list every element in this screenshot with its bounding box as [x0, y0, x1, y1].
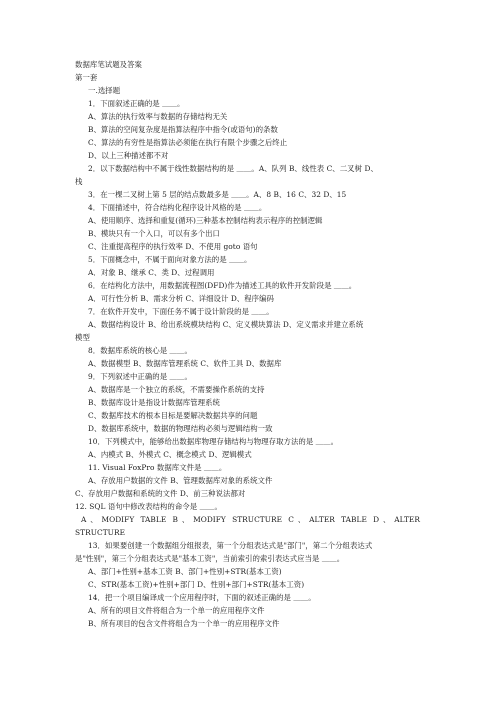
q9-option-a: A、数据库是一个独立的系统，不需要操作系统的支持 — [88, 385, 265, 394]
q7-continued: 模型 — [75, 333, 90, 342]
q11-options-cd: C、存放用户数据和系统的文件 D、前三种说法都对 — [75, 489, 246, 498]
q2-continued: 栈 — [75, 177, 83, 186]
q11: 11. Visual FoxPro 数据库文件是 ＿＿。 — [88, 463, 227, 472]
q4-option-a: A、使用顺序、选择和重复(循环)三种基本控制结构表示程序的控制逻辑 — [88, 216, 323, 225]
q9-option-b: B、数据库设计是指设计数据库管理系统 — [88, 398, 220, 407]
q1-option-c: C、算法的有穷性是指算法必须能在执行有限个步骤之后终止 — [88, 138, 288, 147]
q7-options: A、数据结构设计 B、给出系统模块结构 C、定义模块算法 D、定义需求并建立系统 — [88, 320, 364, 329]
q13-continued: 是"性别"，第三个分组表达式是"基本工资"，当前索引的索引表达式应当是 ＿＿。 — [75, 554, 345, 563]
q12-options: A、MODIFY TABLE B、MODIFY STRUCTURE C、ALTER TABLE D、ALTER — [81, 515, 420, 524]
q3: 3．在一棵二叉树上第 5 层的结点数最多是 ＿＿。A、8 B、16 C、32 D、15 — [88, 190, 347, 199]
q6: 6．在结构化方法中，用数据流程图(DFD)作为描述工具的软件开发阶段是 ＿＿。 — [88, 281, 357, 290]
q11-options-ab: A、存放用户数据的文件 B、管理数据库对象的系统文件 — [88, 476, 273, 485]
q5: 5．下面概念中，不属于面向对象方法的是 ＿＿。 — [88, 255, 252, 264]
section-heading: 一.选择题 — [88, 86, 121, 95]
q9-option-d: D、数据库系统中，数据的物理结构必须与逻辑结构一致 — [88, 424, 273, 433]
q7: 7．在软件开发中，下面任务不属于设计阶段的是 ＿＿。 — [88, 307, 274, 316]
q6-options: A．可行性分析 B、需求分析 C、详细设计 D、程序编码 — [88, 294, 275, 303]
q8-options: A、数据模型 B、数据库管理系统 C、软件工具 D、数据库 — [88, 359, 282, 368]
q4-option-cd: C、注重提高程序的执行效率 D、不使用 goto 语句 — [88, 242, 258, 251]
q13-options-cd: C、STR(基本工资)+性别+部门 D、性别+部门+STR(基本工资) — [88, 580, 305, 589]
q12-continued: STRUCTURE — [75, 528, 126, 537]
q13-options-ab: A、部门+性别+基本工资 B、部门+性别+STR(基本工资) — [88, 567, 282, 576]
q5-options: A．对象 B、继承 C、类 D、过程调用 — [88, 268, 215, 277]
q12: 12. SQL 语句中修改表结构的命令是 ＿＿。 — [75, 502, 222, 511]
q9-option-c: C、数据库技术的根本目标是要解决数据共享的问题 — [88, 411, 258, 420]
q2: 2．以下数据结构中不属于线性数据结构的是 ＿＿。A、队列 B、线性表 C、二叉树 D、 — [88, 164, 378, 173]
q13: 13．如果要创建一个数据组分组报表，第一个分组表达式是"部门"，第二个分组表达式 — [88, 541, 373, 550]
q1-option-a: A、算法的执行效率与数据的存储结构无关 — [88, 112, 228, 121]
q10: 10．下列模式中，能够给出数据库物理存储结构与物理存取方法的是 ＿＿。 — [88, 437, 339, 446]
q14: 14．把一个项目编译成一个应用程序时，下面的叙述正确的是 ＿＿。 — [88, 593, 316, 602]
q14-option-a: A、所有的项目文件将组合为一个单一的应用程序文件 — [88, 606, 265, 615]
q4: 4．下面描述中，符合结构化程序设计风格的是 ＿＿。 — [88, 203, 267, 212]
q1: 1．下面叙述正确的是 ＿＿。 — [88, 99, 185, 108]
q1-option-d: D、以上三种描述都不对 — [88, 151, 169, 160]
doc-title: 数据库笔试题及答案 — [75, 60, 142, 69]
q8: 8．数据库系统的核心是 ＿＿。 — [88, 346, 192, 355]
q14-option-b: B、所有项目的包含文件将组合为一个单一的应用程序文件 — [88, 619, 280, 628]
q1-option-b: B、算法的空间复杂度是指算法程序中指令(或语句)的条数 — [88, 125, 278, 134]
set-heading: 第一套 — [75, 73, 98, 82]
q4-option-b: B、模块只有一个入口，可以有多个出口 — [88, 229, 220, 238]
q10-options: A、内模式 B、外模式 C、概念模式 D、逻辑模式 — [88, 450, 252, 459]
q9: 9．下列叙述中正确的是 ＿＿。 — [88, 372, 192, 381]
